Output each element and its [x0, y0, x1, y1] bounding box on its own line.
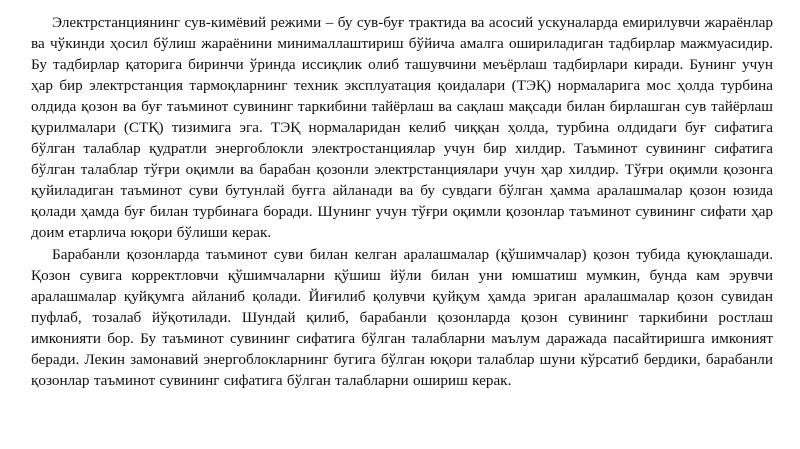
paragraph-drum-boilers: Барабанли қозонларда таъминот суви билан келган аралашмалар (қўшимчалар) қозон тубида қуюқлашади. Қозон сувига корректловчи қўшимчаларни қўшиш йўли билан уни юмшатиш мумкин, бунда кам эрувчи аралашмалар қуйқумга айланиб қолади. Йиғилиб қолувчи қуйқум ҳамда эриган аралашмалар қозон сувидан пуфлаб, тозалаб йўқотилади. Шундай қилиб, барабанли қозонларда қозон сувининг таркибини ростлаш имконияти бор. Бу таъминот сувининг сифатига бўлган талабларни маълум даражада пасайтиришга имконият беради. Лекин замонавий энергоблокларнинг бугига бўлган юқори талаблар шуни кўрсатиб бердики, барабанли қозонлар таъминот сувининг сифатига бўлган талабларни ошириш керак.	[31, 245, 773, 389]
paragraph-water-chemistry-regime: Электрстанциянинг сув-кимёвий режими – бу сув-буғ трактида ва асосий ускуналарда емирилувчи жараёнлар ва чўкинди ҳосил бўлиш жараёнини минималлаштириш бўйича амалга ошириладиган тадбирлар мажмуасидир. Бу тадбирлар қаторига биринчи ўринда иссиқлик олиб ташувчини меъёрлаш тадбирлари киради. Бунинг учун ҳар бир электрстанция тармоқларнинг техник эксплуатация қоидалари (ТЭҚ) нормаларига мос ҳолда турбина олдида қозон ва буғ таъминот сувининг таркибини тайёрлаш ва сақлаш мақсади билан бирлашган сув тайёрлаш қурилмалари (СТҚ) тизимига эга. ТЭҚ нормаларидан келиб чиққан ҳолда, турбина олдидаги буғ сифатига бўлган талаблар қудратли энергоблокли электростанциялар учун бир хилдир. Таъминот сувининг сифатига бўлган талаблар тўғри оқимли ва барабан қозонли электрстанциялари учун ҳар хилдир. Тўғри оқимли қозонга қуйиладиган таъминот суви бутунлай буғга айланади ва бу сувдаги бўлган ҳамма аралашмалар қозон юзида қолади ҳамда буғ билан турбинага боради. Шунинг учун тўғри оқимли қозонлар таъминот сувининг сифати ҳар доим етарлича юқори бўлиши керак.	[31, 14, 773, 242]
